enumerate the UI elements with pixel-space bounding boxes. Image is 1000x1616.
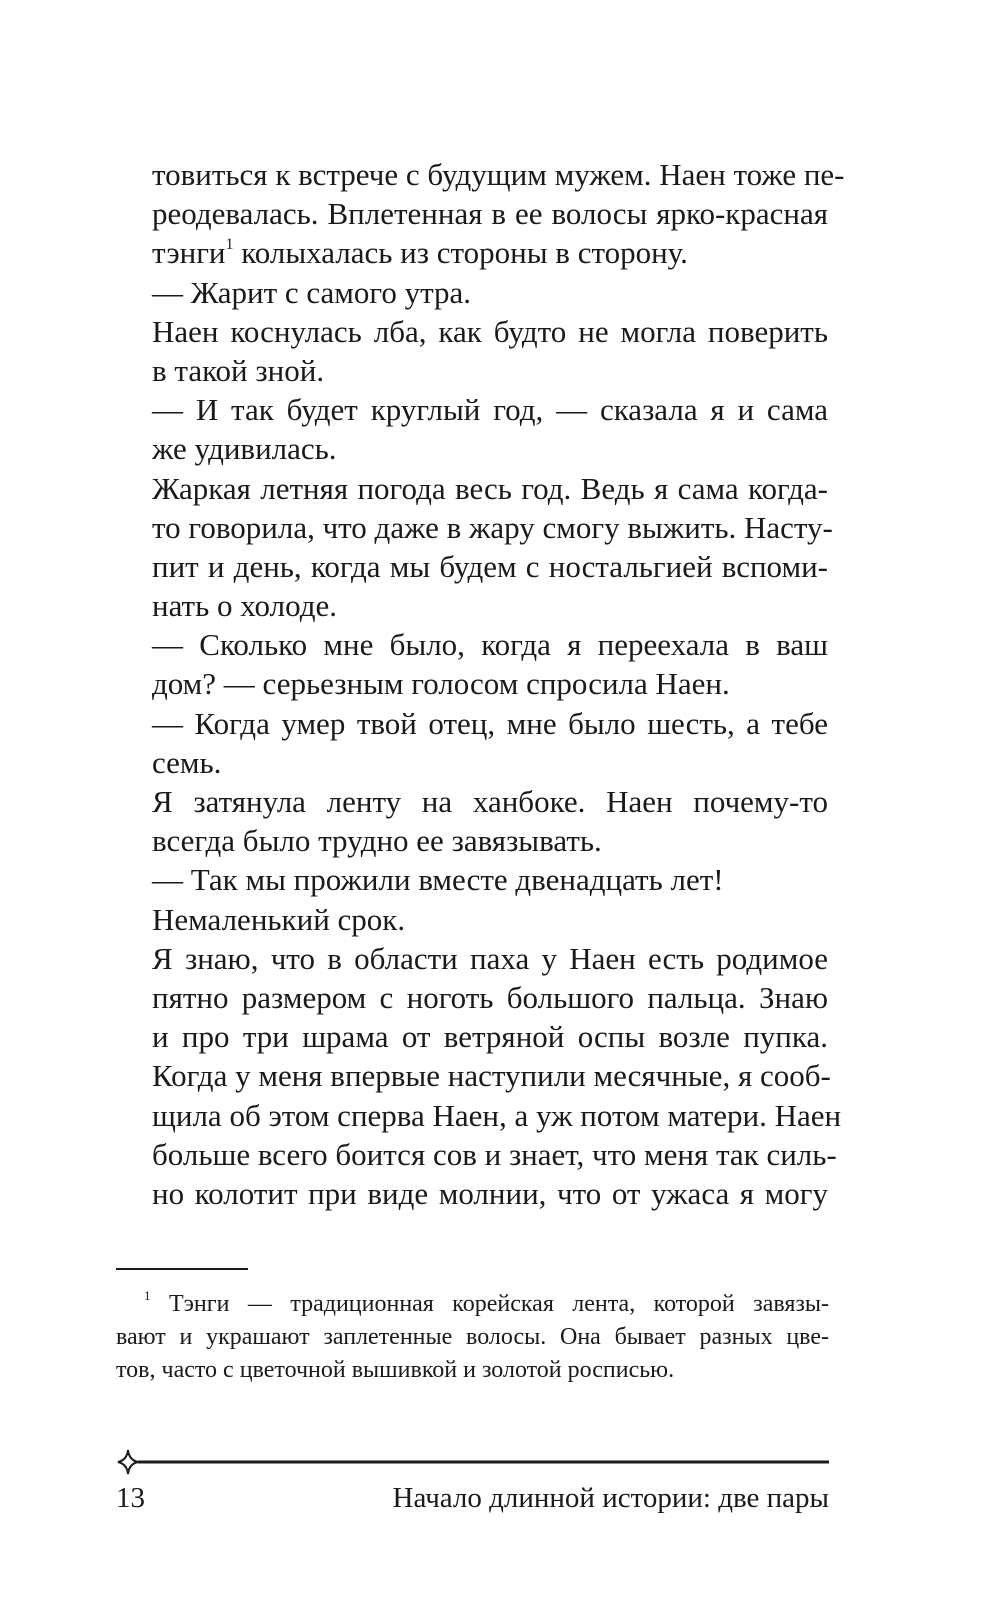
footnote-reference: 1 [225,236,234,254]
footnote [116,1288,829,1387]
body-line-6: в такой зной. [152,352,325,388]
body-line-22: пятно размером с ноготь большого пальца. Знаю [152,979,828,1015]
body-line-27: но колотит при виде молнии, что от ужаса я могу [152,1175,828,1211]
body-line-2: реодевалась. Вплетенная в ее волосы ярко-красная [152,196,828,232]
diamond-star-icon [118,1450,138,1474]
page-number: 13 [116,1482,145,1514]
body-line-8: же удивилась. [152,431,337,467]
body-line-20: Немаленький срок. [152,901,406,937]
body-line-5: Наен коснулась лба, как будто не могла поверить [152,313,828,349]
footnote-line-3: тов, часто с цветочной вышивкой и золотой росписью. [116,1357,675,1383]
body-line-19: — Так мы прожили вместе двенадцать лет! [152,862,724,898]
body-line-9: Жаркая летняя погода весь год. Ведь я сама когда- [152,470,828,506]
body-line-10: то говорила, что даже в жару смогу выжить. Насту- [152,509,833,545]
footnote-line-2: вают и украшают заплетенные волосы. Она бывает разных цве- [116,1324,829,1350]
body-line-18: всегда было трудно ее завязывать. [152,823,602,859]
body-line-25: щила об этом сперва Наен, а уж потом матери. Наен [152,1097,842,1133]
body-line-7: — И так будет круглый год, — сказала я и сама [152,392,828,428]
body-line-4: — Жарит с самого утра. [152,274,472,310]
body-line-14: дом? — серьезным голосом спросила Наен. [152,666,730,702]
body-line-26: больше всего боится сов и знает, что меня так силь- [152,1136,837,1172]
body-line-3-rest: колыхалась из стороны в сторону. [241,235,688,271]
body-line-12: нать о холоде. [152,588,338,624]
body-line-24: Когда у меня впервые наступили месячные, я сооб- [152,1058,831,1094]
footnote-line-1-text: Тэнги — традиционная корейская лента, которой завязы- [168,1291,829,1317]
body-line-16: семь. [152,744,222,780]
body-line-21: Я знаю, что в области паха у Наен есть родимое [152,940,828,976]
body-line-17: Я затянула ленту на ханбоке. Наен почему-то [152,784,828,819]
body-line-13: — Сколько мне было, когда я переехала в ваш [152,627,828,663]
footer-ornament-rule [116,1447,829,1477]
footnote-line-1 [116,1288,829,1321]
footnote-divider [116,1268,248,1270]
footnote-marker: 1 [144,1288,151,1303]
running-title: Начало длинной истории: две пары [392,1482,829,1514]
body-line-11: пит и день, когда мы будем с ностальгией вспоми- [152,548,828,584]
body-line-3 [152,233,828,272]
body-line-1: товиться к встрече с будущим мужем. Наен тоже пе- [152,157,845,192]
body-text [152,155,845,1213]
body-line-3-prefix: тэнги [152,235,226,271]
body-line-15: — Когда умер твой отец, мне было шесть, а тебе [152,705,828,741]
body-line-23: и про три шрама от ветряной оспы возле пупка. [152,1019,828,1055]
